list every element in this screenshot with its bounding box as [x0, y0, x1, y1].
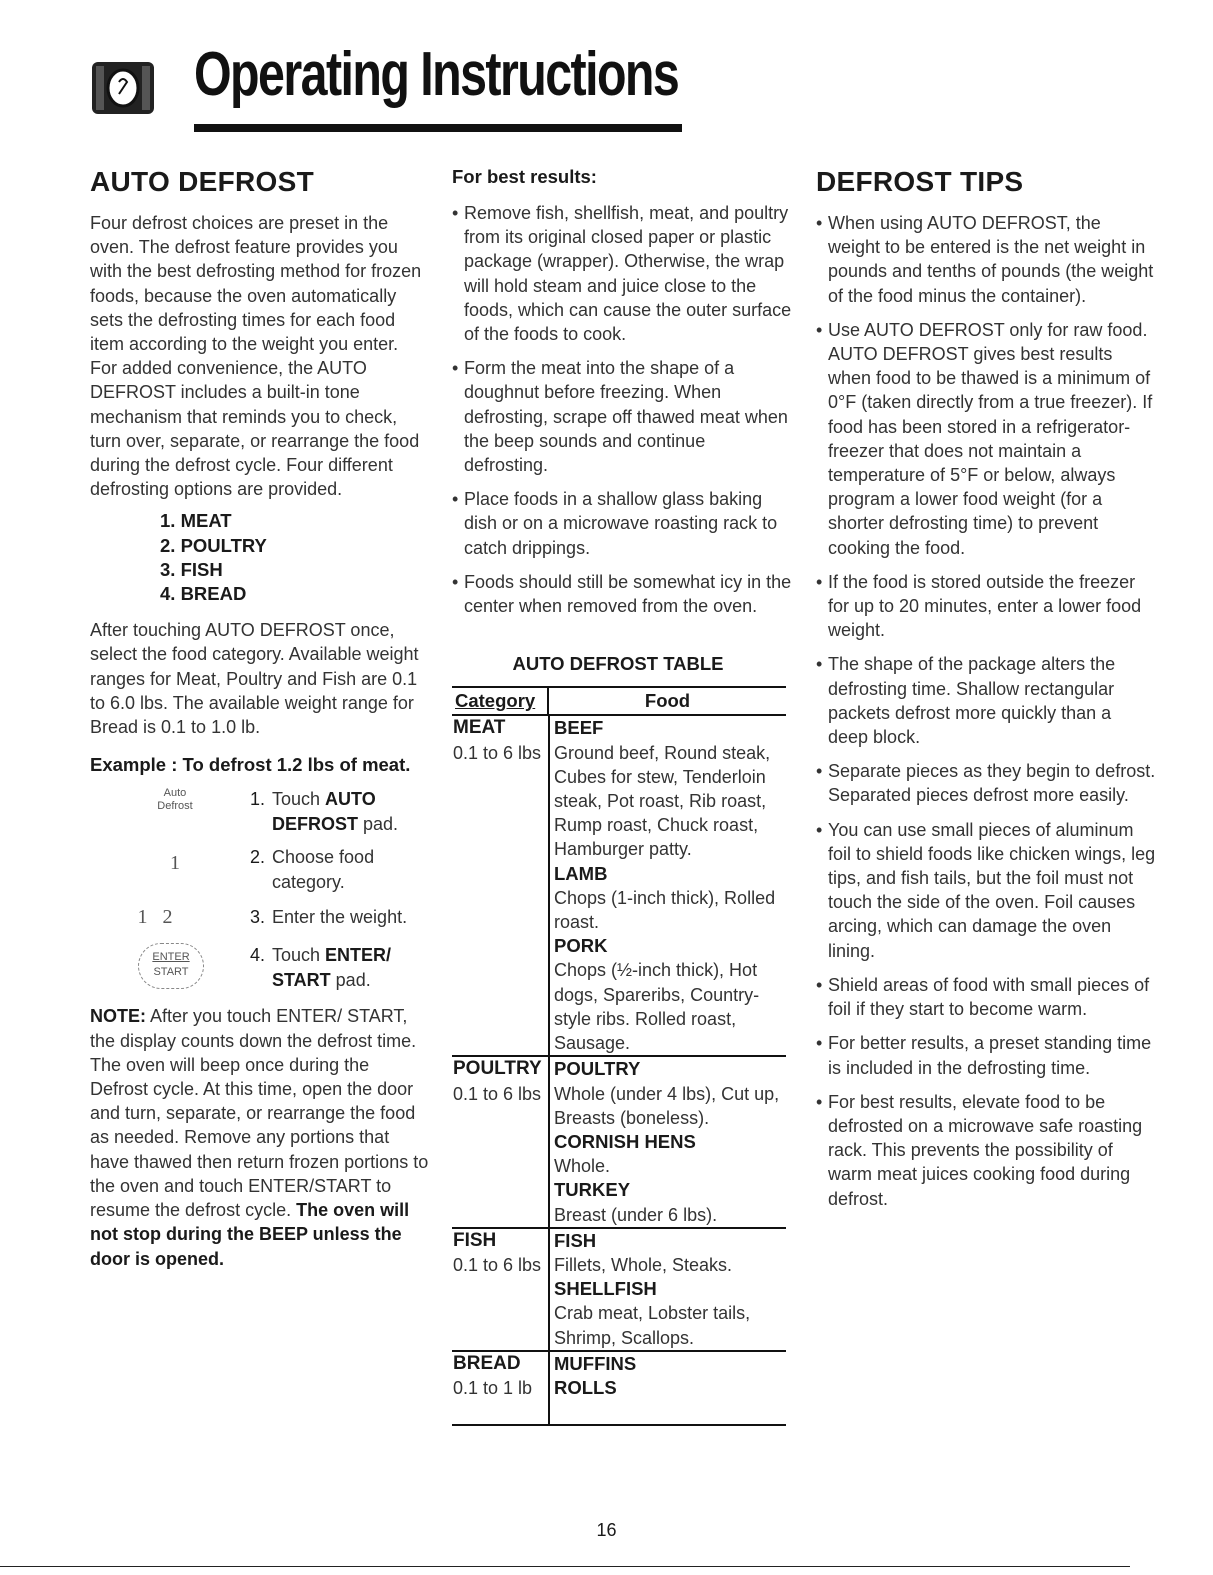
- list-item: • Separate pieces as they begin to defrost. Separated pieces defrost more easily.: [816, 759, 1156, 807]
- step-text-part: Choose food: [272, 847, 375, 868]
- list-item: • For better results, a preset standing time is included in the defrosting time.: [816, 1031, 1156, 1079]
- category-cell: [452, 1057, 550, 1226]
- food-heading: ROLLS: [554, 1376, 617, 1398]
- auto-defrost-intro: Four defrost choices are preset in the oven. The defrost feature provides you with the best defrosting method for frozen foods, because the oven automatically sets the defrosting times for each food item according to the weight you enter. For added convenience, the AUTO DEFROST includes a built-in tone mechanism that reminds you to check, turn over, separate, or rearrange the food during the defrost cycle. Four different defrosting options are provided.: [90, 213, 422, 500]
- step-text-part: category.: [272, 871, 345, 892]
- food-items: Chops (1-inch thick), Rolled roast.: [554, 887, 776, 933]
- note-paragraph: [90, 1004, 430, 1270]
- list-item: • Shield areas of food with small pieces of foil if they start to become warm.: [816, 973, 1156, 1021]
- weight-range: 0.1 to 6 lbs: [453, 1083, 542, 1104]
- food-items: Breast (under 6 lbs).: [554, 1204, 718, 1225]
- step-bold: ENTER/: [325, 945, 392, 966]
- food-heading: LAMB: [554, 862, 608, 884]
- food-cell: [550, 716, 786, 1055]
- microwave-oven-icon: [90, 58, 156, 118]
- table-row: [452, 1057, 786, 1228]
- food-heading: FISH: [554, 1229, 597, 1251]
- defrost-tips-heading: DEFROST TIPS: [816, 166, 1024, 197]
- pad-label: ENTER: [152, 951, 190, 964]
- table-title: AUTO DEFROST TABLE: [512, 653, 724, 675]
- table-row: [452, 716, 786, 1057]
- food-heading: SHELLFISH: [554, 1278, 657, 1300]
- step-text: [250, 943, 430, 991]
- food-items: Whole (under 4 lbs), Cut up, Breasts (boneless).: [554, 1083, 780, 1128]
- food-heading: CORNISH HENS: [554, 1130, 696, 1152]
- food-items: Whole.: [554, 1156, 611, 1177]
- auto-defrost-section: [90, 165, 430, 1271]
- page-title: Operating Instructions: [194, 40, 679, 109]
- note-bold-text: The oven will not stop during the BEEP unless the door is opened.: [90, 1200, 410, 1269]
- table-body: [452, 716, 786, 1424]
- bottom-rule: [0, 1566, 1130, 1567]
- step-text: [250, 787, 430, 835]
- option-item: 2. POULTRY: [160, 534, 267, 556]
- food-heading: TURKEY: [554, 1179, 631, 1201]
- list-item: • Use AUTO DEFROST only for raw food. AUTO DEFROST gives best results when food to be thawed is a minimum of 0°F (taken directly from a true freezer). If food has been stored in a refrigerator-freezer that does not maintain a temperature of 5°F or below, always program a lower food weight (for a shorter defrosting time) to prevent cooking the food.: [816, 318, 1156, 560]
- example-steps: [90, 783, 430, 998]
- step-text-part: Touch: [272, 789, 326, 810]
- enter-start-pad-icon: [138, 943, 204, 989]
- food-items: Crab meat, Lobster tails, Shrimp, Scallops.: [554, 1303, 751, 1348]
- step-bold: START: [272, 969, 331, 990]
- best-results-heading: For best results:: [452, 166, 597, 187]
- category-cell: [452, 716, 550, 1055]
- list-item: • Remove fish, shellfish, meat, and poultry from its original closed paper or plastic package (wrapper). Otherwise, the wrap will hold steam and juice close to the foods, which can cause the outer surface of the foods to cook.: [452, 201, 792, 346]
- auto-defrost-heading: AUTO DEFROST: [90, 166, 314, 197]
- auto-defrost-table: [452, 686, 786, 1426]
- food-cell: [550, 1352, 786, 1424]
- list-item: • Place foods in a shallow glass baking dish or on a microwave roasting rack to catch drippings.: [452, 487, 792, 560]
- step-number: 1.: [250, 789, 266, 810]
- step-text-part: pad.: [358, 813, 399, 834]
- food-heading: BEEF: [554, 717, 604, 739]
- list-item: • If the food is stored outside the freezer for up to 20 minutes, enter a lower food weight.: [816, 570, 1156, 643]
- list-item: • Foods should still be somewhat icy in the center when removed from the oven.: [452, 570, 792, 618]
- note-text: After you touch ENTER/ START, the display counts down the defrost time. The oven will beep once during the Defrost cycle. At this time, open the door and turn, separate, or rearrange the food as needed. Remove any portions that have thawed then return frozen portions to the oven and touch ENTER/START to resume the defrost cycle.: [90, 1006, 429, 1221]
- step-bold: AUTO: [325, 789, 376, 810]
- step-number: 3.: [250, 907, 266, 928]
- category-cell: [452, 1229, 550, 1350]
- food-cell: [550, 1229, 786, 1350]
- defrost-options-list: [160, 509, 430, 606]
- category-name: MEAT: [453, 717, 506, 739]
- number-pads-icon: 1 2: [137, 906, 173, 929]
- table-row: [452, 1352, 786, 1424]
- title-rule: [194, 124, 682, 132]
- pad-label: Defrost: [157, 800, 193, 813]
- option-item: 1. MEAT: [160, 510, 232, 532]
- option-item: 4. BREAD: [160, 583, 247, 605]
- page-number: 16: [596, 1520, 617, 1540]
- food-heading: MUFFINS: [554, 1352, 637, 1374]
- step-text: [250, 905, 430, 929]
- option-item: 3. FISH: [160, 558, 223, 580]
- list-item: • When using AUTO DEFROST, the weight to be entered is the net weight in pounds and tenths of pounds (the weight of the food minus the container).: [816, 211, 1156, 308]
- weight-range: 0.1 to 1 lb: [453, 1377, 533, 1398]
- category-cell: [452, 1352, 550, 1424]
- step-bold: DEFROST: [272, 813, 359, 834]
- step-number: 4.: [250, 945, 266, 966]
- column-header-category: Category: [452, 688, 549, 714]
- list-item: • The shape of the package alters the defrosting time. Shallow rectangular packets defrost more quickly than a deep block.: [816, 652, 1156, 749]
- best-results-list: [452, 201, 792, 618]
- pad-label: START: [153, 966, 189, 979]
- pad-label: Auto: [163, 787, 187, 800]
- defrost-tips-section: [816, 165, 1156, 1221]
- food-items: Chops (½-inch thick), Hot dogs, Spareribs, Country-style ribs. Rolled roast, Sausage.: [554, 960, 760, 1054]
- note-label: NOTE:: [90, 1006, 146, 1027]
- category-name: POULTRY: [453, 1058, 542, 1080]
- food-items: Fillets, Whole, Steaks.: [554, 1254, 733, 1275]
- defrost-tips-list: [816, 211, 1156, 1211]
- food-heading: POULTRY: [554, 1058, 641, 1080]
- step-number: 2.: [250, 847, 266, 868]
- food-heading: PORK: [554, 935, 608, 957]
- table-header: [452, 688, 786, 716]
- best-results-section: [452, 165, 792, 1426]
- list-item: • For best results, elevate food to be defrosted on a microwave safe roasting rack. This prevents the possibility of warm meat juices cooking food during defrost.: [816, 1090, 1156, 1211]
- weight-range: 0.1 to 6 lbs: [453, 1254, 542, 1275]
- category-name: FISH: [453, 1229, 497, 1251]
- column-header-food: Food: [644, 690, 691, 712]
- step-text: [250, 845, 430, 893]
- list-item: • Form the meat into the shape of a doughnut before freezing. When defrosting, scrape off thawed meat when the beep sounds and continue defrosting.: [452, 356, 792, 477]
- list-item: • You can use small pieces of aluminum foil to shield foods like chicken wings, leg tips, and fish tails, but the foil must not touch the side of the oven. Foil causes arcing, which can damage the oven lining.: [816, 818, 1156, 963]
- auto-defrost-pad-icon: [130, 787, 220, 813]
- example-heading: Example : To defrost 1.2 lbs of meat.: [90, 754, 411, 776]
- table-row: [452, 1229, 786, 1352]
- category-name: BREAD: [453, 1352, 521, 1374]
- food-items: Ground beef, Round steak, Cubes for stew, Tenderloin steak, Pot roast, Rib roast, Rump roast, Chuck roast, Hamburger patty.: [554, 742, 771, 860]
- number-pad-1-icon: 1: [170, 852, 180, 875]
- food-cell: [550, 1057, 786, 1226]
- step-text-part: Enter the weight.: [272, 907, 408, 928]
- step-text-part: pad.: [330, 969, 371, 990]
- after-touching-text: After touching AUTO DEFROST once, select the food category. Available weight ranges for Meat, Poultry and Fish are 0.1 to 6.0 lbs. The available weight range for Bread is 0.1 to 1.0 lb.: [90, 620, 419, 738]
- step-text-part: Touch: [272, 945, 326, 966]
- weight-range: 0.1 to 6 lbs: [453, 742, 542, 763]
